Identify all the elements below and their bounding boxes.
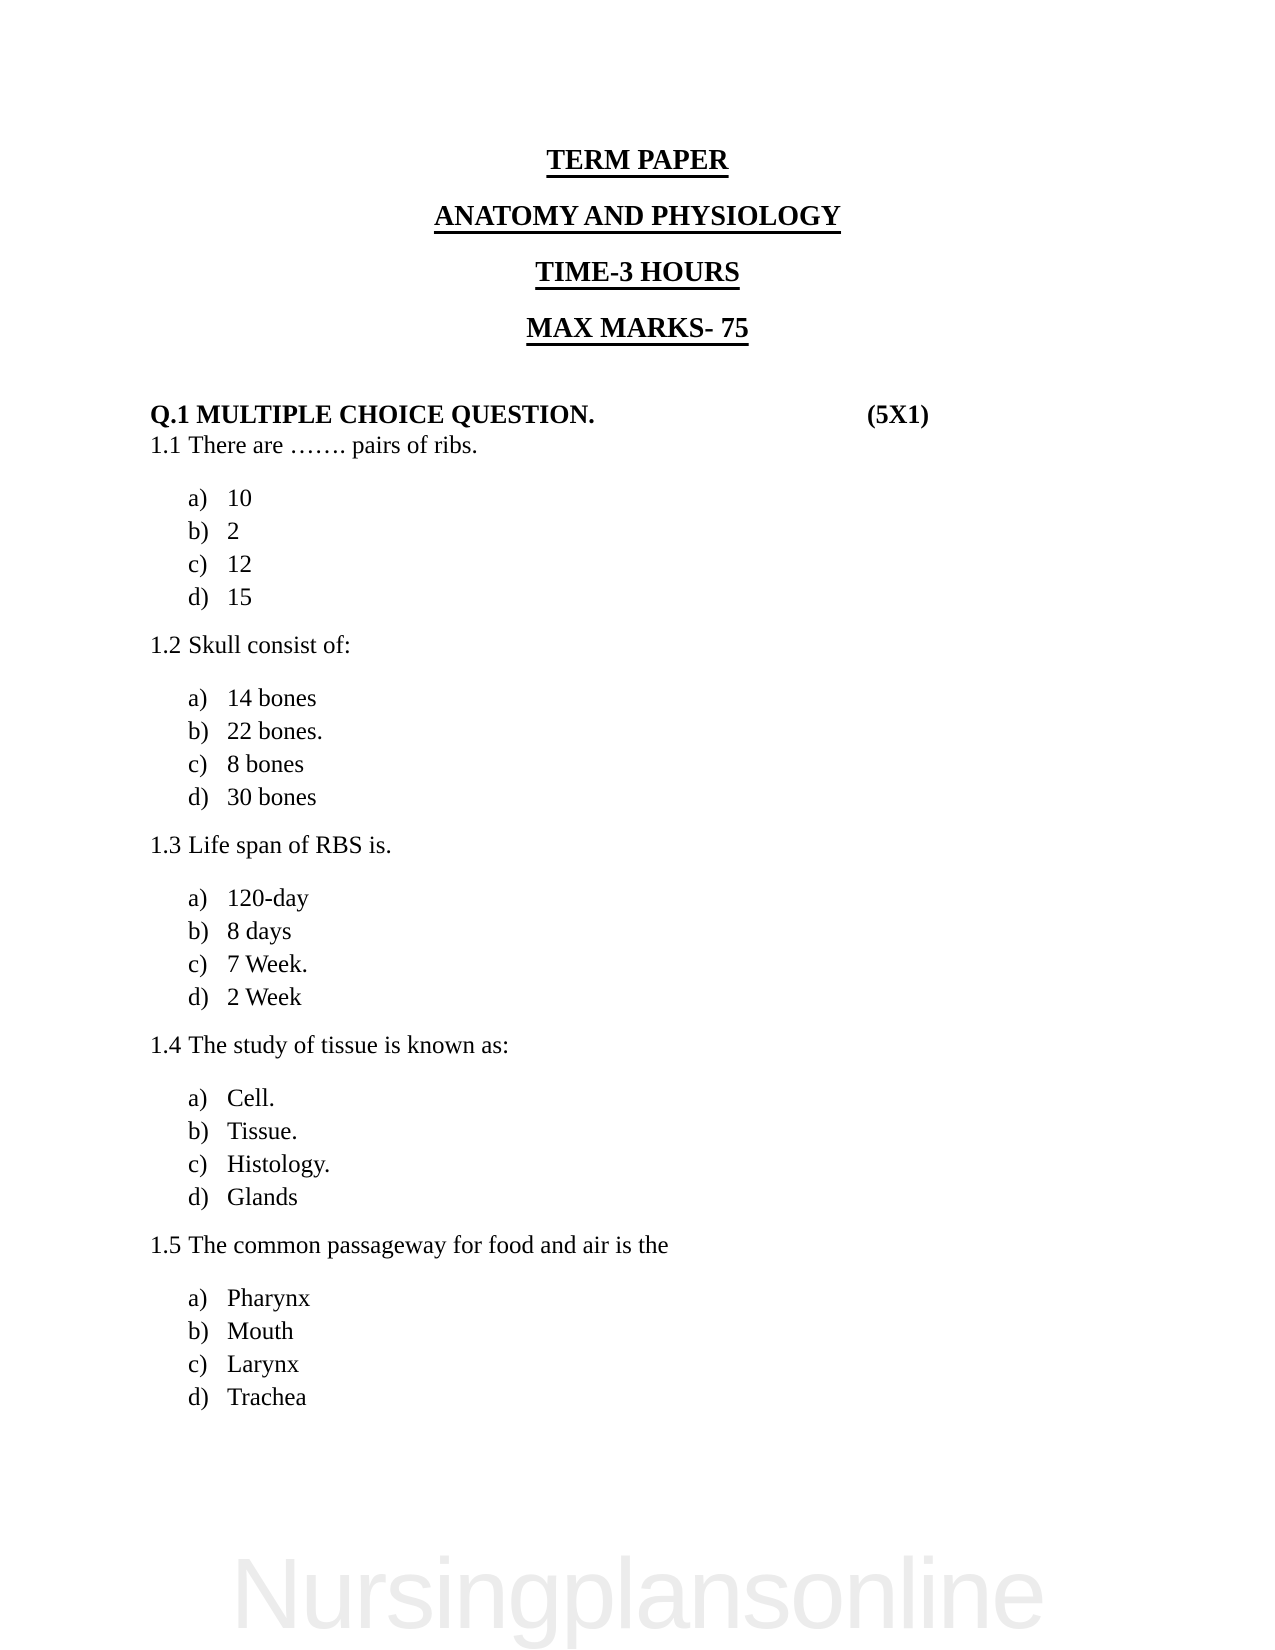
question-1-1 — [150, 430, 1135, 614]
option-b — [150, 1315, 1135, 1348]
option-b — [150, 1115, 1135, 1148]
option-b — [150, 515, 1135, 548]
option-letter: d) — [188, 1184, 209, 1211]
option-letter: c) — [188, 951, 208, 978]
question-text: There are ……. pairs of ribs. — [188, 432, 478, 459]
option-letter: a) — [188, 1285, 208, 1312]
options-list — [150, 1282, 1135, 1414]
question-number: 1.2 — [150, 632, 182, 659]
option-letter: a) — [188, 1085, 208, 1112]
question-1-4 — [150, 1030, 1135, 1214]
question-prompt — [150, 1030, 1135, 1061]
document-header — [0, 0, 1275, 343]
option-letter: a) — [188, 885, 208, 912]
option-text: Larynx — [227, 1351, 300, 1378]
option-text: 2 — [227, 518, 240, 545]
option-text: 10 — [227, 485, 252, 512]
option-letter: d) — [188, 984, 209, 1011]
option-c — [150, 1148, 1135, 1181]
question-prompt — [150, 830, 1135, 861]
option-text: Tissue. — [227, 1118, 298, 1145]
question-paper-body — [150, 400, 1135, 1414]
time-line: TIME-3 HOURS — [535, 257, 740, 288]
option-text: 22 bones. — [227, 718, 323, 745]
question-text: The study of tissue is known as: — [188, 1032, 510, 1059]
option-letter: c) — [188, 1351, 208, 1378]
option-c — [150, 748, 1135, 781]
option-letter: a) — [188, 485, 208, 512]
option-d — [150, 781, 1135, 814]
option-letter: c) — [188, 1151, 208, 1178]
document-title: TERM PAPER — [546, 145, 729, 176]
option-a — [150, 882, 1135, 915]
question-prompt — [150, 1230, 1135, 1261]
question-number: 1.5 — [150, 1232, 182, 1259]
option-d — [150, 1381, 1135, 1414]
watermark: Nursingplansonline — [230, 1538, 1045, 1650]
option-a — [150, 1282, 1135, 1315]
option-a — [150, 682, 1135, 715]
option-c — [150, 1348, 1135, 1381]
option-a — [150, 482, 1135, 515]
question-1-5 — [150, 1230, 1135, 1414]
option-text: 8 days — [227, 918, 292, 945]
option-a — [150, 1082, 1135, 1115]
option-text: 30 bones — [227, 784, 317, 811]
option-letter: b) — [188, 1118, 209, 1145]
option-letter: a) — [188, 685, 208, 712]
question-number: 1.1 — [150, 432, 182, 459]
section-heading — [150, 400, 1135, 430]
option-letter: b) — [188, 918, 209, 945]
option-letter: b) — [188, 718, 209, 745]
option-text: 8 bones — [227, 751, 305, 778]
option-text: 120-day — [227, 885, 309, 912]
option-letter: d) — [188, 584, 209, 611]
option-letter: c) — [188, 751, 208, 778]
option-text: Pharynx — [227, 1285, 311, 1312]
option-letter: b) — [188, 1318, 209, 1345]
option-text: 14 bones — [227, 685, 317, 712]
subject-title: ANATOMY AND PHYSIOLOGY — [433, 201, 842, 232]
section-title: Q.1 MULTIPLE CHOICE QUESTION. — [150, 400, 595, 429]
question-text: Skull consist of: — [188, 632, 351, 659]
option-text: 7 Week. — [227, 951, 308, 978]
question-number: 1.4 — [150, 1032, 182, 1059]
options-list — [150, 1082, 1135, 1214]
options-list — [150, 482, 1135, 614]
question-text: The common passageway for food and air is the — [188, 1232, 669, 1259]
option-text: Trachea — [227, 1384, 307, 1411]
option-text: 12 — [227, 551, 252, 578]
option-text: 2 Week — [227, 984, 302, 1011]
question-text: Life span of RBS is. — [188, 832, 392, 859]
question-number: 1.3 — [150, 832, 182, 859]
option-d — [150, 581, 1135, 614]
option-c — [150, 548, 1135, 581]
options-list — [150, 682, 1135, 814]
option-text: Cell. — [227, 1085, 275, 1112]
option-b — [150, 715, 1135, 748]
max-marks-line: MAX MARKS- 75 — [526, 313, 749, 344]
question-1-3 — [150, 830, 1135, 1014]
option-letter: b) — [188, 518, 209, 545]
option-b — [150, 915, 1135, 948]
option-c — [150, 948, 1135, 981]
option-d — [150, 981, 1135, 1014]
option-text: Histology. — [227, 1151, 331, 1178]
option-text: 15 — [227, 584, 252, 611]
question-prompt — [150, 430, 1135, 461]
option-letter: d) — [188, 1384, 209, 1411]
options-list — [150, 882, 1135, 1014]
option-text: Mouth — [227, 1318, 294, 1345]
option-letter: c) — [188, 551, 208, 578]
option-text: Glands — [227, 1184, 298, 1211]
question-1-2 — [150, 630, 1135, 814]
question-prompt — [150, 630, 1135, 661]
option-d — [150, 1181, 1135, 1214]
option-letter: d) — [188, 784, 209, 811]
section-marks: (5X1) — [867, 400, 930, 429]
